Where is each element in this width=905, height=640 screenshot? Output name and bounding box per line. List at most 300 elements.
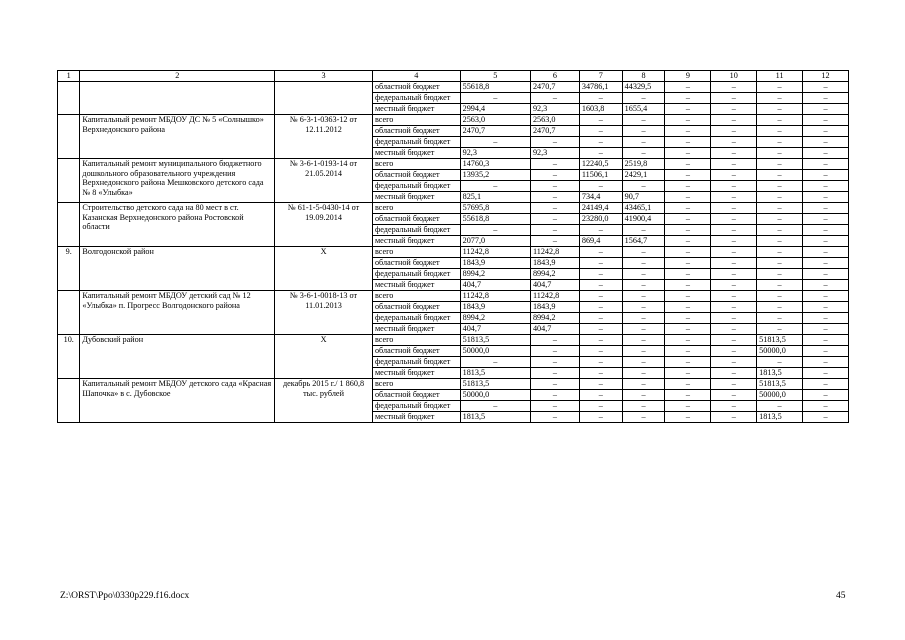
budget-value: 2077,0 bbox=[460, 236, 530, 247]
budget-source: местный бюджет bbox=[372, 236, 460, 247]
budget-value: 14760,3 bbox=[460, 159, 530, 170]
budget-value: – bbox=[711, 214, 757, 225]
document-ref: № 3-6-1-0193-14 от 21.05.2014 bbox=[275, 159, 373, 203]
budget-value: – bbox=[803, 236, 849, 247]
budget-value: – bbox=[622, 148, 665, 159]
budget-value: – bbox=[665, 412, 711, 423]
budget-value: – bbox=[665, 170, 711, 181]
budget-value: 404,7 bbox=[530, 324, 579, 335]
budget-value: – bbox=[665, 148, 711, 159]
budget-source: областной бюджет bbox=[372, 82, 460, 93]
budget-value: – bbox=[757, 236, 803, 247]
budget-value: – bbox=[803, 137, 849, 148]
budget-value: – bbox=[711, 170, 757, 181]
object-name: Капитальный ремонт МБДОУ детского сада «Красная Шапочка» в с. Дубовское bbox=[80, 379, 275, 423]
budget-value: – bbox=[803, 379, 849, 390]
budget-value: 12240,5 bbox=[579, 159, 622, 170]
budget-value: – bbox=[530, 137, 579, 148]
budget-value: – bbox=[711, 291, 757, 302]
row-number bbox=[58, 159, 80, 203]
budget-value: – bbox=[665, 401, 711, 412]
budget-value: – bbox=[711, 247, 757, 258]
col-header-7: 7 bbox=[579, 71, 622, 82]
budget-value: – bbox=[757, 247, 803, 258]
budget-value: – bbox=[757, 225, 803, 236]
budget-value: – bbox=[757, 357, 803, 368]
budget-value: – bbox=[711, 357, 757, 368]
budget-value: – bbox=[711, 379, 757, 390]
budget-value: 43465,1 bbox=[622, 203, 665, 214]
budget-source: областной бюджет bbox=[372, 170, 460, 181]
table-row bbox=[58, 82, 849, 93]
budget-value: – bbox=[622, 247, 665, 258]
budget-value: – bbox=[622, 335, 665, 346]
budget-value: – bbox=[622, 401, 665, 412]
budget-value: – bbox=[711, 324, 757, 335]
budget-source: всего bbox=[372, 291, 460, 302]
budget-value: – bbox=[460, 137, 530, 148]
page-number: 45 bbox=[836, 591, 846, 601]
budget-value: – bbox=[579, 269, 622, 280]
budget-source: областной бюджет bbox=[372, 302, 460, 313]
budget-value: – bbox=[757, 148, 803, 159]
budget-value: – bbox=[579, 313, 622, 324]
budget-value: – bbox=[665, 313, 711, 324]
budget-value: – bbox=[665, 214, 711, 225]
budget-value: 2563,0 bbox=[460, 115, 530, 126]
budget-value: – bbox=[665, 247, 711, 258]
table-row bbox=[58, 291, 849, 302]
budget-value: – bbox=[579, 126, 622, 137]
col-header-11: 11 bbox=[757, 71, 803, 82]
budget-value: 41900,4 bbox=[622, 214, 665, 225]
table-row bbox=[58, 203, 849, 214]
budget-value: – bbox=[803, 390, 849, 401]
budget-value: – bbox=[622, 390, 665, 401]
budget-value: – bbox=[803, 203, 849, 214]
budget-value: – bbox=[757, 302, 803, 313]
budget-source: местный бюджет bbox=[372, 280, 460, 291]
budget-value: – bbox=[665, 368, 711, 379]
budget-value: – bbox=[530, 192, 579, 203]
budget-value: – bbox=[665, 269, 711, 280]
object-name: Капитальный ремонт МБДОУ ДС № 5 «Солнышко» Верхнедонского района bbox=[80, 115, 275, 159]
budget-source: всего bbox=[372, 115, 460, 126]
budget-value: – bbox=[460, 93, 530, 104]
budget-value: – bbox=[665, 104, 711, 115]
budget-value: – bbox=[757, 82, 803, 93]
budget-value: – bbox=[579, 302, 622, 313]
budget-value: 404,7 bbox=[530, 280, 579, 291]
budget-value: – bbox=[803, 148, 849, 159]
budget-value: 869,4 bbox=[579, 236, 622, 247]
budget-value: – bbox=[803, 214, 849, 225]
budget-value: 51813,5 bbox=[757, 379, 803, 390]
budget-source: всего bbox=[372, 159, 460, 170]
budget-value: – bbox=[665, 192, 711, 203]
col-header-5: 5 bbox=[460, 71, 530, 82]
budget-value: 8994,2 bbox=[530, 313, 579, 324]
budget-value: – bbox=[711, 313, 757, 324]
budget-value: – bbox=[711, 302, 757, 313]
budget-value: – bbox=[711, 368, 757, 379]
budget-value: – bbox=[711, 269, 757, 280]
budget-value: – bbox=[803, 258, 849, 269]
budget-value: – bbox=[803, 335, 849, 346]
budget-value: 1843,9 bbox=[460, 258, 530, 269]
budget-value: – bbox=[460, 357, 530, 368]
budget-value: – bbox=[530, 181, 579, 192]
budget-value: – bbox=[757, 214, 803, 225]
budget-value: – bbox=[711, 148, 757, 159]
budget-value: – bbox=[757, 258, 803, 269]
budget-source: местный бюджет bbox=[372, 104, 460, 115]
col-header-6: 6 bbox=[530, 71, 579, 82]
budget-source: федеральный бюджет bbox=[372, 181, 460, 192]
row-number bbox=[58, 82, 80, 115]
budget-value: 51813,5 bbox=[460, 335, 530, 346]
budget-value: – bbox=[622, 357, 665, 368]
budget-value: – bbox=[803, 412, 849, 423]
row-number: 9. bbox=[58, 247, 80, 291]
budget-value: – bbox=[757, 291, 803, 302]
budget-value: – bbox=[757, 93, 803, 104]
budget-value: – bbox=[711, 159, 757, 170]
budget-value: 1813,5 bbox=[757, 412, 803, 423]
budget-value: – bbox=[622, 368, 665, 379]
budget-value: – bbox=[803, 368, 849, 379]
budget-value: 92,3 bbox=[460, 148, 530, 159]
budget-value: 1564,7 bbox=[622, 236, 665, 247]
budget-value: – bbox=[460, 181, 530, 192]
budget-value: – bbox=[757, 137, 803, 148]
col-header-2: 2 bbox=[80, 71, 275, 82]
budget-source: областной бюджет bbox=[372, 258, 460, 269]
budget-value: – bbox=[665, 280, 711, 291]
budget-value: – bbox=[757, 203, 803, 214]
budget-value: 51813,5 bbox=[757, 335, 803, 346]
budget-value: – bbox=[622, 93, 665, 104]
row-number: 10. bbox=[58, 335, 80, 379]
table-row bbox=[58, 379, 849, 390]
budget-value: – bbox=[757, 192, 803, 203]
budget-source: федеральный бюджет bbox=[372, 357, 460, 368]
budget-value: – bbox=[622, 379, 665, 390]
table-row bbox=[58, 247, 849, 258]
budget-value: – bbox=[711, 82, 757, 93]
budget-value: – bbox=[579, 390, 622, 401]
budget-value: – bbox=[530, 412, 579, 423]
budget-source: областной бюджет bbox=[372, 126, 460, 137]
budget-value: – bbox=[622, 225, 665, 236]
budget-value: – bbox=[579, 412, 622, 423]
budget-value: 1813,5 bbox=[460, 368, 530, 379]
budget-value: 55618,8 bbox=[460, 82, 530, 93]
budget-value: 90,7 bbox=[622, 192, 665, 203]
budget-value: – bbox=[579, 115, 622, 126]
budget-value: 1813,5 bbox=[460, 412, 530, 423]
budget-source: областной бюджет bbox=[372, 214, 460, 225]
budget-value: – bbox=[803, 192, 849, 203]
budget-source: всего bbox=[372, 203, 460, 214]
file-path: Z:\ORST\Ppo\0330p229.f16.docx bbox=[60, 591, 190, 601]
budget-value: – bbox=[803, 357, 849, 368]
budget-value: – bbox=[803, 346, 849, 357]
budget-value: – bbox=[757, 126, 803, 137]
document-ref: Х bbox=[275, 247, 373, 291]
budget-value: – bbox=[665, 203, 711, 214]
budget-value: 1843,9 bbox=[460, 302, 530, 313]
budget-value: 11242,8 bbox=[530, 291, 579, 302]
row-number bbox=[58, 203, 80, 247]
budget-value: 734,4 bbox=[579, 192, 622, 203]
budget-value: – bbox=[579, 324, 622, 335]
budget-value: – bbox=[579, 291, 622, 302]
budget-value: 2429,1 bbox=[622, 170, 665, 181]
budget-value: – bbox=[665, 181, 711, 192]
budget-value: – bbox=[711, 104, 757, 115]
budget-value: 2563,0 bbox=[530, 115, 579, 126]
budget-value: 8994,2 bbox=[530, 269, 579, 280]
budget-value: 1813,5 bbox=[757, 368, 803, 379]
budget-value: – bbox=[803, 126, 849, 137]
budget-value: – bbox=[711, 225, 757, 236]
budget-source: федеральный бюджет bbox=[372, 137, 460, 148]
budget-value: – bbox=[757, 269, 803, 280]
budget-value: – bbox=[757, 170, 803, 181]
budget-value: 2994,4 bbox=[460, 104, 530, 115]
budget-value: – bbox=[803, 280, 849, 291]
budget-value: 57695,8 bbox=[460, 203, 530, 214]
budget-value: – bbox=[711, 346, 757, 357]
budget-value: – bbox=[579, 137, 622, 148]
document-ref: декабрь 2015 г./ 1 860,8 тыс. рублей bbox=[275, 379, 373, 423]
budget-value: – bbox=[711, 115, 757, 126]
budget-source: местный бюджет bbox=[372, 324, 460, 335]
budget-value: 24149,4 bbox=[579, 203, 622, 214]
col-header-4: 4 bbox=[372, 71, 460, 82]
budget-value: – bbox=[622, 302, 665, 313]
document-ref bbox=[275, 82, 373, 115]
budget-value: – bbox=[665, 335, 711, 346]
budget-value: – bbox=[665, 115, 711, 126]
budget-value: – bbox=[530, 368, 579, 379]
budget-value: 50000,0 bbox=[460, 346, 530, 357]
budget-source: местный бюджет bbox=[372, 192, 460, 203]
budget-value: – bbox=[530, 159, 579, 170]
row-number bbox=[58, 115, 80, 159]
budget-source: федеральный бюджет bbox=[372, 269, 460, 280]
budget-value: – bbox=[579, 346, 622, 357]
budget-value: – bbox=[665, 225, 711, 236]
document-ref: Х bbox=[275, 335, 373, 379]
budget-value: – bbox=[711, 335, 757, 346]
budget-value: – bbox=[579, 181, 622, 192]
budget-value: – bbox=[579, 258, 622, 269]
budget-value: – bbox=[622, 412, 665, 423]
budget-value: – bbox=[622, 269, 665, 280]
budget-value: – bbox=[665, 258, 711, 269]
budget-value: – bbox=[665, 236, 711, 247]
budget-value: – bbox=[530, 346, 579, 357]
budget-value: – bbox=[622, 126, 665, 137]
budget-value: – bbox=[530, 214, 579, 225]
budget-value: 11242,8 bbox=[530, 247, 579, 258]
budget-value: – bbox=[579, 379, 622, 390]
budget-value: – bbox=[530, 93, 579, 104]
budget-value: – bbox=[803, 181, 849, 192]
budget-value: – bbox=[711, 93, 757, 104]
object-name: Волгодонской район bbox=[80, 247, 275, 291]
budget-source: местный бюджет bbox=[372, 368, 460, 379]
budget-value: – bbox=[530, 203, 579, 214]
budget-value: – bbox=[579, 247, 622, 258]
budget-value: – bbox=[803, 82, 849, 93]
budget-value: 404,7 bbox=[460, 280, 530, 291]
budget-value: – bbox=[711, 258, 757, 269]
budget-value: – bbox=[665, 291, 711, 302]
object-name: Дубовский район bbox=[80, 335, 275, 379]
budget-value: – bbox=[622, 324, 665, 335]
budget-source: местный бюджет bbox=[372, 412, 460, 423]
budget-value: – bbox=[711, 280, 757, 291]
col-header-9: 9 bbox=[665, 71, 711, 82]
budget-value: 92,3 bbox=[530, 148, 579, 159]
budget-value: 13935,2 bbox=[460, 170, 530, 181]
budget-value: – bbox=[757, 401, 803, 412]
row-number bbox=[58, 291, 80, 335]
budget-value: – bbox=[711, 137, 757, 148]
budget-value: – bbox=[665, 302, 711, 313]
budget-value: – bbox=[622, 280, 665, 291]
budget-value: – bbox=[622, 258, 665, 269]
budget-value: – bbox=[803, 104, 849, 115]
budget-value: 50000,0 bbox=[757, 390, 803, 401]
document-ref: № 6-3-1-0363-12 от 12.11.2012 bbox=[275, 115, 373, 159]
budget-value: 1603,8 bbox=[579, 104, 622, 115]
budget-value: – bbox=[460, 225, 530, 236]
budget-value: 2470,7 bbox=[460, 126, 530, 137]
budget-value: – bbox=[711, 192, 757, 203]
budget-value: – bbox=[622, 346, 665, 357]
budget-value: – bbox=[530, 170, 579, 181]
budget-value: – bbox=[579, 357, 622, 368]
budget-value: – bbox=[757, 159, 803, 170]
budget-value: – bbox=[579, 93, 622, 104]
budget-value: – bbox=[803, 225, 849, 236]
budget-value: 8994,2 bbox=[460, 269, 530, 280]
budget-value: – bbox=[530, 401, 579, 412]
document-ref: № 3-6-1-0018-13 от 11.01.2013 bbox=[275, 291, 373, 335]
budget-source: областной бюджет bbox=[372, 346, 460, 357]
budget-value: – bbox=[757, 104, 803, 115]
budget-value: – bbox=[579, 148, 622, 159]
table-row bbox=[58, 159, 849, 170]
document-ref: № 61-1-5-0430-14 от 19.09.2014 bbox=[275, 203, 373, 247]
budget-value: – bbox=[460, 401, 530, 412]
budget-value: 404,7 bbox=[460, 324, 530, 335]
budget-value: – bbox=[665, 126, 711, 137]
budget-value: 1843,9 bbox=[530, 258, 579, 269]
budget-value: – bbox=[530, 357, 579, 368]
budget-source: федеральный бюджет bbox=[372, 401, 460, 412]
budget-value: – bbox=[622, 291, 665, 302]
budget-value: – bbox=[803, 291, 849, 302]
budget-value: – bbox=[711, 181, 757, 192]
budget-value: – bbox=[803, 115, 849, 126]
budget-value: – bbox=[622, 181, 665, 192]
budget-source: областной бюджет bbox=[372, 390, 460, 401]
budget-value: – bbox=[803, 170, 849, 181]
budget-value: – bbox=[803, 159, 849, 170]
budget-value: – bbox=[530, 379, 579, 390]
row-number bbox=[58, 379, 80, 423]
budget-value: – bbox=[803, 324, 849, 335]
budget-value: – bbox=[803, 401, 849, 412]
col-header-3: 3 bbox=[275, 71, 373, 82]
budget-value: 55618,8 bbox=[460, 214, 530, 225]
budget-table bbox=[57, 70, 849, 423]
budget-value: – bbox=[665, 159, 711, 170]
budget-value: – bbox=[530, 236, 579, 247]
budget-value: – bbox=[711, 390, 757, 401]
budget-value: 1843,9 bbox=[530, 302, 579, 313]
budget-value: – bbox=[711, 203, 757, 214]
budget-value: – bbox=[665, 82, 711, 93]
budget-value: – bbox=[711, 236, 757, 247]
budget-source: федеральный бюджет bbox=[372, 313, 460, 324]
budget-value: 50000,0 bbox=[757, 346, 803, 357]
budget-value: – bbox=[665, 357, 711, 368]
budget-value: – bbox=[757, 324, 803, 335]
budget-value: – bbox=[757, 181, 803, 192]
budget-value: – bbox=[711, 126, 757, 137]
budget-value: – bbox=[665, 346, 711, 357]
budget-value: – bbox=[665, 390, 711, 401]
budget-source: местный бюджет bbox=[372, 148, 460, 159]
budget-value: – bbox=[665, 137, 711, 148]
budget-value: – bbox=[622, 313, 665, 324]
budget-value: 44329,5 bbox=[622, 82, 665, 93]
budget-value: – bbox=[665, 93, 711, 104]
budget-value: – bbox=[757, 115, 803, 126]
budget-value: – bbox=[803, 269, 849, 280]
budget-value: – bbox=[530, 225, 579, 236]
budget-value: – bbox=[803, 247, 849, 258]
budget-value: 92,3 bbox=[530, 104, 579, 115]
budget-value: – bbox=[665, 324, 711, 335]
budget-value: – bbox=[530, 335, 579, 346]
budget-value: – bbox=[711, 412, 757, 423]
budget-value: 2519,8 bbox=[622, 159, 665, 170]
header-row bbox=[58, 71, 849, 82]
budget-value: – bbox=[665, 379, 711, 390]
budget-value: 34786,1 bbox=[579, 82, 622, 93]
object-name: Строительство детского сада на 80 мест в ст. Казанская Верхнедонского района Ростовской области bbox=[80, 203, 275, 247]
object-name bbox=[80, 82, 275, 115]
budget-value: – bbox=[622, 137, 665, 148]
budget-value: – bbox=[579, 280, 622, 291]
budget-value: – bbox=[757, 280, 803, 291]
col-header-1: 1 bbox=[58, 71, 80, 82]
budget-value: – bbox=[711, 401, 757, 412]
budget-value: – bbox=[579, 368, 622, 379]
budget-value: 23280,0 bbox=[579, 214, 622, 225]
budget-value: – bbox=[579, 335, 622, 346]
budget-value: 11242,8 bbox=[460, 291, 530, 302]
object-name: Капитальный ремонт МБДОУ детский сад № 12 «Улыбка» п. Прогресс Волгодонского района bbox=[80, 291, 275, 335]
budget-value: 51813,5 bbox=[460, 379, 530, 390]
